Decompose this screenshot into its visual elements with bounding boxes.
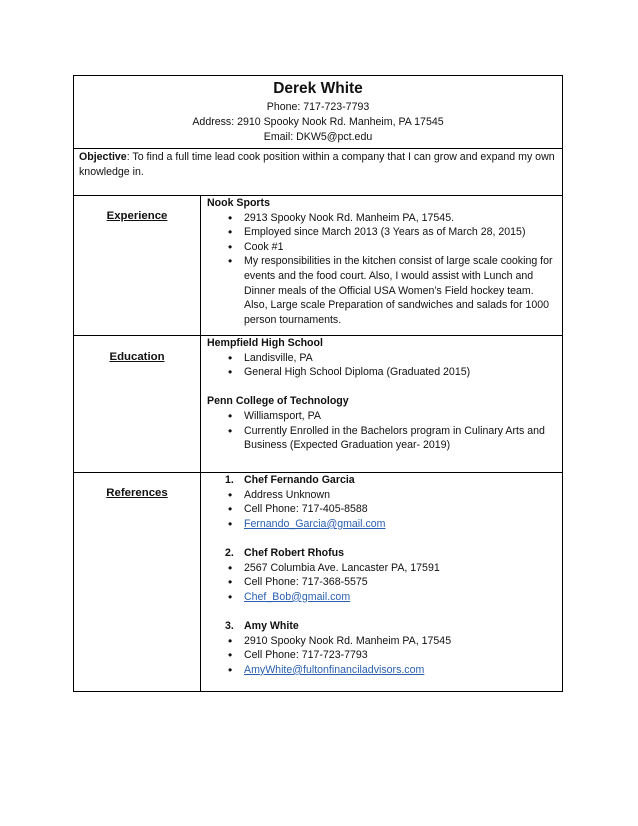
- resume-table: [73, 75, 563, 692]
- school-name: Hempfield High School: [207, 337, 323, 349]
- reference-name: [207, 473, 556, 488]
- email-link[interactable]: Chef_Bob@gmail.com: [244, 590, 351, 603]
- candidate-name: Derek White: [273, 80, 363, 97]
- reference-number: 2.: [225, 546, 234, 559]
- list-item: • 2567 Columbia Ave. Lancaster PA, 17591: [207, 561, 556, 576]
- references-row: [74, 473, 562, 691]
- reference-name-text: Chef Robert Rhofus: [244, 546, 345, 559]
- reference-name: [207, 546, 556, 561]
- address-line: Address: 2910 Spooky Nook Rd. Manheim, PA 17545: [192, 116, 444, 128]
- list-item: • Employed since March 2013 (3 Years as of March 28, 2015): [207, 225, 556, 240]
- list-item: • Address Unknown: [207, 488, 556, 503]
- objective-section: [74, 149, 562, 196]
- school-name: Penn College of Technology: [207, 395, 349, 408]
- list-item: [207, 590, 556, 605]
- list-item: • General High School Diploma (Graduated 2015): [207, 365, 556, 380]
- employer-name: Nook Sports: [207, 197, 270, 209]
- list-item: • 2913 Spooky Nook Rd. Manheim PA, 17545.: [207, 211, 556, 226]
- list-item: • Landisville, PA: [207, 351, 556, 366]
- list-item: • Williamsport, PA: [207, 409, 556, 424]
- objective-label: Objective: [79, 151, 127, 163]
- reference-details: [207, 634, 556, 678]
- reference-details: [207, 561, 556, 605]
- references-content: [201, 473, 562, 691]
- list-item: • Cell Phone: 717-368-5575: [207, 575, 556, 590]
- email-link[interactable]: Fernando_Garcia@gmail.com: [244, 517, 386, 530]
- list-item: [207, 663, 556, 678]
- experience-row: [74, 196, 562, 336]
- education-row: [74, 336, 562, 473]
- email-line: Email: DKW5@pct.edu: [263, 131, 373, 143]
- references-heading: References: [106, 487, 168, 499]
- experience-list: [207, 211, 556, 328]
- education-heading: Education: [109, 351, 165, 363]
- resume-header: [74, 76, 562, 149]
- email-link[interactable]: AmyWhite@fultonfinanciladvisors.com: [244, 663, 425, 676]
- reference-number: 3.: [225, 619, 234, 632]
- list-item: • 2910 Spooky Nook Rd. Manheim PA, 17545: [207, 634, 556, 649]
- reference-name: [207, 619, 556, 634]
- experience-content: [201, 196, 562, 335]
- education-label-cell: [74, 336, 201, 472]
- reference-number: 1.: [225, 474, 234, 486]
- experience-label-cell: [74, 196, 201, 335]
- education-content: [201, 336, 562, 472]
- reference-name-text: Chef Fernando Garcia: [244, 474, 355, 486]
- reference-details: [207, 488, 556, 532]
- reference-name-text: Amy White: [244, 619, 299, 632]
- list-item: [207, 517, 556, 532]
- experience-heading: Experience: [106, 210, 168, 222]
- list-item: • Cell Phone: 717-723-7793: [207, 648, 556, 663]
- phone-line: Phone: 717-723-7793: [266, 101, 370, 113]
- list-item: • Cook #1: [207, 240, 556, 255]
- references-label-cell: [74, 473, 201, 691]
- school-details: [207, 351, 556, 380]
- list-item: • Cell Phone: 717-405-8588: [207, 502, 556, 517]
- list-item: • My responsibilities in the kitchen consist of large scale cooking for events and the food court. Also, I would assist with Lunch and Dinner meals of the Official USA Women’s Field hockey team. Also, Large scale Preparation of sandwiches and salads for 1000 person tournaments.: [207, 254, 556, 327]
- school-details: [207, 409, 556, 453]
- objective-text: : To find a full time lead cook position within a company that I can grow and expand my own knowledge in.: [79, 151, 555, 178]
- list-item: • Currently Enrolled in the Bachelors program in Culinary Arts and Business (Expected Graduation year- 2019): [207, 424, 556, 453]
